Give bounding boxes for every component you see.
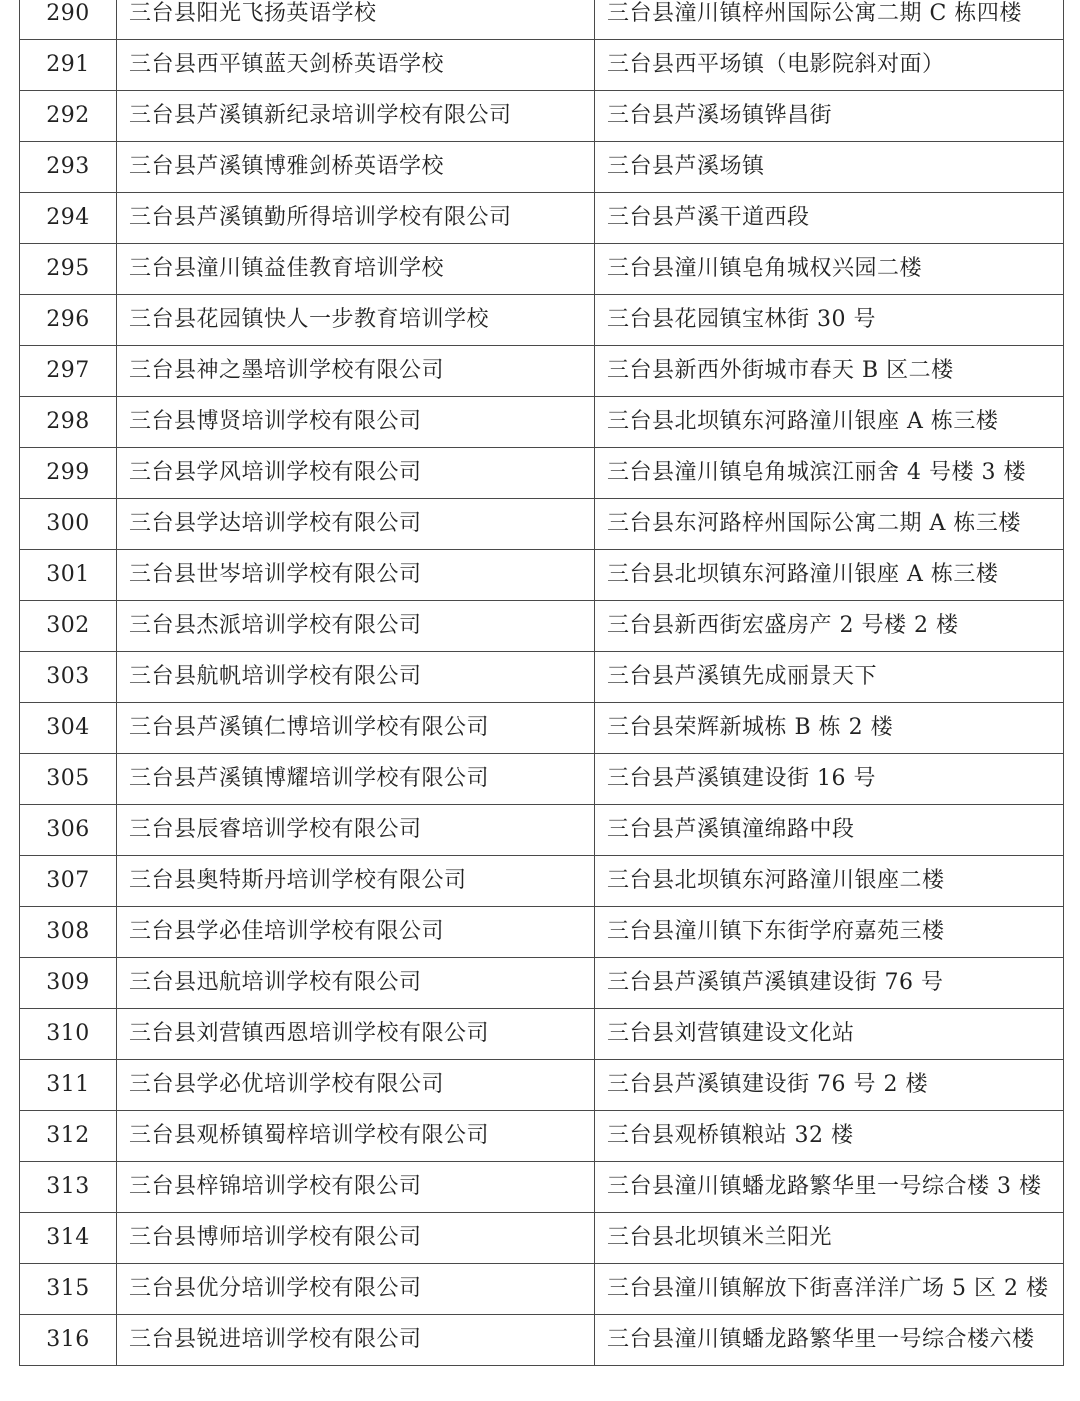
table-row <box>20 1111 1064 1162</box>
school-address: 三台县芦溪镇建设街 16 号 <box>595 754 1064 805</box>
row-number: 296 <box>20 295 117 346</box>
school-address: 三台县潼川镇蟠龙路繁华里一号综合楼六楼 <box>595 1315 1064 1366</box>
school-address: 三台县芦溪干道西段 <box>595 193 1064 244</box>
school-name: 三台县辰睿培训学校有限公司 <box>117 805 595 856</box>
table-row <box>20 448 1064 499</box>
school-address: 三台县潼川镇下东街学府嘉苑三楼 <box>595 907 1064 958</box>
school-name: 三台县杰派培训学校有限公司 <box>117 601 595 652</box>
school-name: 三台县世岑培训学校有限公司 <box>117 550 595 601</box>
school-name: 三台县博贤培训学校有限公司 <box>117 397 595 448</box>
school-name: 三台县观桥镇蜀梓培训学校有限公司 <box>117 1111 595 1162</box>
row-number: 310 <box>20 1009 117 1060</box>
row-number: 304 <box>20 703 117 754</box>
school-address: 三台县刘营镇建设文化站 <box>595 1009 1064 1060</box>
table-row <box>20 244 1064 295</box>
school-name: 三台县刘营镇西恩培训学校有限公司 <box>117 1009 595 1060</box>
row-number: 309 <box>20 958 117 1009</box>
row-number: 291 <box>20 40 117 91</box>
table-row <box>20 91 1064 142</box>
table-row <box>20 601 1064 652</box>
table-row <box>20 550 1064 601</box>
school-name: 三台县阳光飞扬英语学校 <box>117 0 595 40</box>
school-address: 三台县芦溪场镇铧昌街 <box>595 91 1064 142</box>
row-number: 303 <box>20 652 117 703</box>
row-number: 298 <box>20 397 117 448</box>
school-name: 三台县梓锦培训学校有限公司 <box>117 1162 595 1213</box>
school-address: 三台县潼川镇蟠龙路繁华里一号综合楼 3 楼 <box>595 1162 1064 1213</box>
table-row <box>20 1162 1064 1213</box>
table-row <box>20 0 1064 40</box>
school-name: 三台县学风培训学校有限公司 <box>117 448 595 499</box>
school-address: 三台县观桥镇粮站 32 楼 <box>595 1111 1064 1162</box>
school-name: 三台县迅航培训学校有限公司 <box>117 958 595 1009</box>
table-row <box>20 346 1064 397</box>
row-number: 312 <box>20 1111 117 1162</box>
table-row <box>20 193 1064 244</box>
row-number: 305 <box>20 754 117 805</box>
school-address: 三台县北坝镇东河路潼川银座二楼 <box>595 856 1064 907</box>
row-number: 293 <box>20 142 117 193</box>
school-name: 三台县学必佳培训学校有限公司 <box>117 907 595 958</box>
school-name: 三台县芦溪镇博雅剑桥英语学校 <box>117 142 595 193</box>
table-row <box>20 1009 1064 1060</box>
row-number: 294 <box>20 193 117 244</box>
school-address: 三台县芦溪镇先成丽景天下 <box>595 652 1064 703</box>
table-row <box>20 856 1064 907</box>
school-address: 三台县新西街宏盛房产 2 号楼 2 楼 <box>595 601 1064 652</box>
school-address: 三台县潼川镇梓州国际公寓二期 C 栋四楼 <box>595 0 1064 40</box>
school-address: 三台县北坝镇东河路潼川银座 A 栋三楼 <box>595 397 1064 448</box>
row-number: 306 <box>20 805 117 856</box>
row-number: 301 <box>20 550 117 601</box>
school-address: 三台县荣辉新城栋 B 栋 2 楼 <box>595 703 1064 754</box>
table-row <box>20 1060 1064 1111</box>
row-number: 316 <box>20 1315 117 1366</box>
school-address: 三台县芦溪镇潼绵路中段 <box>595 805 1064 856</box>
table-row <box>20 958 1064 1009</box>
table-row <box>20 1264 1064 1315</box>
school-name: 三台县潼川镇益佳教育培训学校 <box>117 244 595 295</box>
table-body <box>20 0 1064 1366</box>
row-number: 290 <box>20 0 117 40</box>
school-name: 三台县西平镇蓝天剑桥英语学校 <box>117 40 595 91</box>
table-row <box>20 142 1064 193</box>
row-number: 302 <box>20 601 117 652</box>
row-number: 314 <box>20 1213 117 1264</box>
school-address: 三台县芦溪镇芦溪镇建设街 76 号 <box>595 958 1064 1009</box>
school-name: 三台县芦溪镇勤所得培训学校有限公司 <box>117 193 595 244</box>
school-registry-table <box>19 0 1064 1366</box>
school-name: 三台县学达培训学校有限公司 <box>117 499 595 550</box>
school-name: 三台县博师培训学校有限公司 <box>117 1213 595 1264</box>
school-address: 三台县潼川镇皂角城权兴园二楼 <box>595 244 1064 295</box>
school-name: 三台县奥特斯丹培训学校有限公司 <box>117 856 595 907</box>
school-address: 三台县东河路梓州国际公寓二期 A 栋三楼 <box>595 499 1064 550</box>
school-name: 三台县优分培训学校有限公司 <box>117 1264 595 1315</box>
school-address: 三台县新西外街城市春天 B 区二楼 <box>595 346 1064 397</box>
table-row <box>20 652 1064 703</box>
table-row <box>20 1315 1064 1366</box>
school-address: 三台县潼川镇皂角城滨江丽舍 4 号楼 3 楼 <box>595 448 1064 499</box>
row-number: 300 <box>20 499 117 550</box>
school-address: 三台县芦溪镇建设街 76 号 2 楼 <box>595 1060 1064 1111</box>
row-number: 311 <box>20 1060 117 1111</box>
table-row <box>20 907 1064 958</box>
school-address: 三台县北坝镇米兰阳光 <box>595 1213 1064 1264</box>
table-row <box>20 295 1064 346</box>
table-row <box>20 805 1064 856</box>
row-number: 308 <box>20 907 117 958</box>
school-address: 三台县北坝镇东河路潼川银座 A 栋三楼 <box>595 550 1064 601</box>
row-number: 315 <box>20 1264 117 1315</box>
row-number: 295 <box>20 244 117 295</box>
school-name: 三台县花园镇快人一步教育培训学校 <box>117 295 595 346</box>
school-address: 三台县芦溪场镇 <box>595 142 1064 193</box>
school-name: 三台县神之墨培训学校有限公司 <box>117 346 595 397</box>
school-address: 三台县潼川镇解放下街喜洋洋广场 5 区 2 楼 <box>595 1264 1064 1315</box>
table-row <box>20 754 1064 805</box>
school-address: 三台县西平场镇（电影院斜对面） <box>595 40 1064 91</box>
row-number: 299 <box>20 448 117 499</box>
table-row <box>20 40 1064 91</box>
school-name: 三台县芦溪镇仁博培训学校有限公司 <box>117 703 595 754</box>
school-address: 三台县花园镇宝林街 30 号 <box>595 295 1064 346</box>
school-name: 三台县航帆培训学校有限公司 <box>117 652 595 703</box>
table-row <box>20 397 1064 448</box>
school-name: 三台县锐进培训学校有限公司 <box>117 1315 595 1366</box>
school-name: 三台县学必优培训学校有限公司 <box>117 1060 595 1111</box>
row-number: 297 <box>20 346 117 397</box>
row-number: 313 <box>20 1162 117 1213</box>
table-row <box>20 499 1064 550</box>
table-row <box>20 703 1064 754</box>
school-name: 三台县芦溪镇博耀培训学校有限公司 <box>117 754 595 805</box>
school-name: 三台县芦溪镇新纪录培训学校有限公司 <box>117 91 595 142</box>
table-row <box>20 1213 1064 1264</box>
row-number: 292 <box>20 91 117 142</box>
row-number: 307 <box>20 856 117 907</box>
